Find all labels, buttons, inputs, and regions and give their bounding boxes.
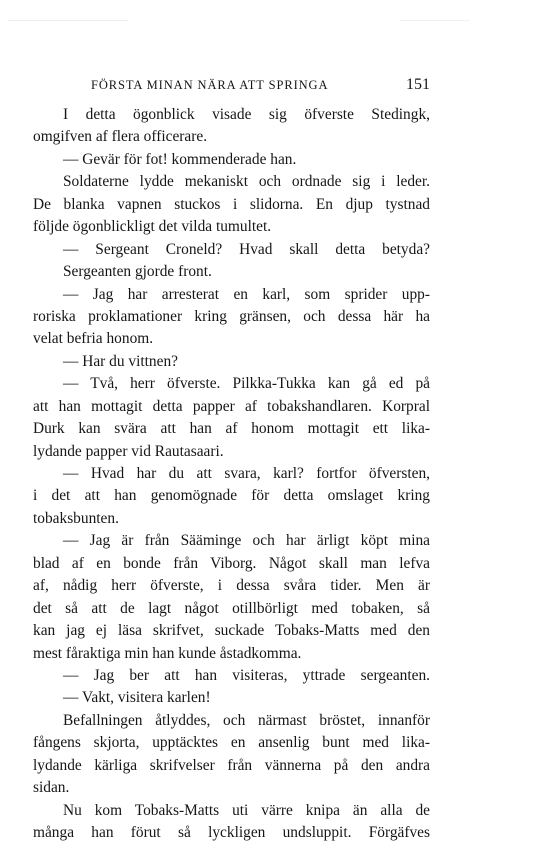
text-line: i det att han genomögnade för detta omslaget kring	[33, 487, 430, 505]
text-line: kan jag ej läsa skrifvet, suckade Tobaks-Matts med den	[33, 622, 430, 640]
running-header	[33, 76, 430, 96]
text-line: Nu kom Tobaks-Matts uti värre knipa än alla de	[63, 801, 430, 819]
text-line: Durk kan svära att han af honom mottagit ett lika-	[33, 420, 430, 438]
text-line: — Hvad har du att svara, karl? fortfor öfversten,	[63, 465, 430, 482]
running-title: FÖRSTA MINAN NÄRA ATT SPRINGA	[91, 78, 329, 92]
text-line: af, nådig herr öfverste, i dessa svåra tider. Men är	[33, 577, 430, 595]
text-line: tobaksbunten.	[33, 509, 119, 527]
text-line: många han förut så lyckligen undsluppit. Förgäfves	[33, 824, 430, 841]
text-line: Sergeanten gjorde front.	[63, 263, 212, 281]
text-line: — Jag har arresterat en karl, som sprider upp-	[63, 285, 430, 303]
text-line: blad af en bonde från Viborg. Något skall man lefva	[33, 554, 430, 572]
text-line: Befallningen åtlyddes, och närmast bröstet, innanför	[63, 711, 430, 729]
text-line: lydande papper vid Rautasaari.	[33, 442, 224, 460]
text-line: roriska proklamationer kring gränsen, och dessa här ha	[33, 307, 430, 325]
text-line: lydande kärliga skrifvelser från vännerna på den andra	[33, 756, 430, 774]
text-line: — Jag ber att han visiteras, yttrade sergeanten.	[63, 666, 430, 684]
body-text	[33, 104, 430, 844]
text-line: det så att de lagt något otillbörligt med tobaken, så	[33, 599, 430, 617]
text-line: omgifven af flera officerare.	[33, 128, 208, 146]
text-line: Soldaterne lydde mekaniskt och ordnade sig i leder.	[63, 173, 430, 191]
text-line: — Har du vittnen?	[63, 352, 178, 370]
text-line: — Två, herr öfverste. Pilkka-Tukka kan gå ed på	[63, 375, 430, 393]
page-number: 151	[406, 76, 430, 93]
text-line: fångens skjorta, upptäcktes en ansenlig bunt med lika-	[33, 734, 430, 752]
text-line: att han mottagit detta papper af tobakshandlaren. Korpral	[33, 397, 430, 415]
text-line: följde ögonblickligt det vilda tumultet.	[33, 218, 272, 236]
text-line: — Jag är från Sääminge och har ärligt köpt mina	[63, 532, 430, 550]
text-line: — Gevär för fot! kommenderade han.	[63, 150, 297, 168]
book-page	[33, 0, 430, 864]
text-line: De blanka vapnen stuckos i slidorna. En djup tystnad	[33, 195, 430, 213]
text-line: I detta ögonblick visade sig öfverste Stedingk,	[63, 106, 430, 123]
text-line: velat befria honom.	[33, 330, 154, 348]
text-line: mest fåraktiga min han kunde åstadkomma.	[33, 644, 302, 662]
text-line: — Vakt, visitera karlen!	[63, 689, 211, 707]
text-line: — Sergeant Croneld? Hvad skall detta betyda?	[63, 240, 430, 258]
text-line: sidan.	[33, 779, 70, 797]
